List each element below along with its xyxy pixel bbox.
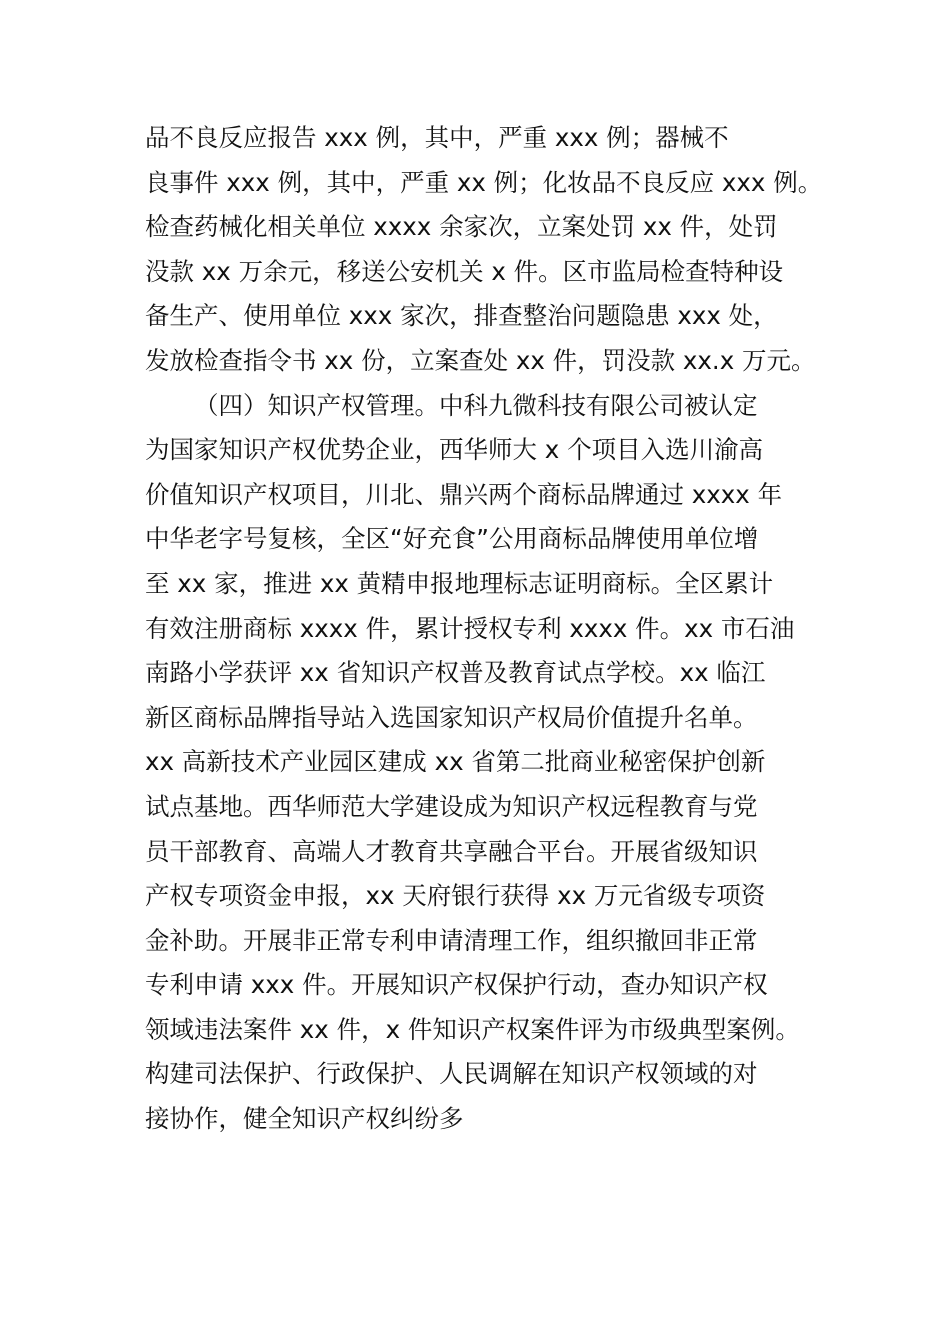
text-line: 价值知识产权项目，川北、鼎兴两个商标品牌通过 xxxx 年 — [145, 479, 783, 509]
text-line: 检查药械化相关单位 xxxx 余家次，立案处罚 xx 件，处罚 — [145, 212, 778, 242]
text-line: 良事件 xxx 例，其中，严重 xx 例；化妆品不良反应 xxx 例。 — [145, 167, 823, 197]
text-line: 中华老字号复核，全区“好充食”公用商标品牌使用单位增 — [145, 524, 759, 554]
text-line: 产权专项资金申报，xx 天府银行获得 xx 万元省级专项资 — [145, 881, 766, 911]
body-text — [145, 116, 825, 1142]
text-line: 专利申请 xxx 件。开展知识产权保护行动，查办知识产权 — [145, 970, 768, 1000]
text-line: 员干部教育、高端人才教育共享融合平台。开展省级知识 — [145, 836, 758, 866]
text-line: 金补助。开展非正常专利申请清理工作，组织撤回非正常 — [145, 925, 758, 955]
text-line: xx 高新技术产业园区建成 xx 省第二批商业秘密保护创新 — [145, 747, 766, 777]
text-line: 备生产、使用单位 xxx 家次，排查整治问题隐患 xxx 处， — [145, 301, 778, 331]
text-line: 南路小学获评 xx 省知识产权普及教育试点学校。xx 临江 — [145, 658, 766, 688]
section-heading-line: （四）知识产权管理。中科九微科技有限公司被认定 — [194, 390, 758, 420]
text-line: 有效注册商标 xxxx 件，累计授权专利 xxxx 件。xx 市石油 — [145, 613, 795, 643]
text-line: 发放检查指令书 xx 份，立案查处 xx 件，罚没款 xx.x 万元。 — [145, 345, 816, 375]
text-line: 构建司法保护、行政保护、人民调解在知识产权领域的对 — [145, 1059, 758, 1089]
text-line: 至 xx 家，推进 xx 黄精申报地理标志证明商标。全区累计 — [145, 568, 774, 598]
text-line: 试点基地。西华师范大学建设成为知识产权远程教育与党 — [145, 791, 758, 821]
text-line: 为国家知识产权优势企业，西华师大 x 个项目入选川渝高 — [145, 435, 764, 465]
text-line: 领域违法案件 xx 件，x 件知识产权案件评为市级典型案例。 — [145, 1014, 800, 1044]
text-line: 新区商标品牌指导站入选国家知识产权局价值提升名单。 — [145, 702, 758, 732]
text-line: 品不良反应报告 xxx 例，其中，严重 xxx 例；器械不 — [145, 123, 729, 152]
text-line: 没款 xx 万余元，移送公安机关 x 件。区市监局检查特种设 — [145, 256, 784, 286]
text-line: 接协作，健全知识产权纠纷多 — [145, 1104, 464, 1134]
